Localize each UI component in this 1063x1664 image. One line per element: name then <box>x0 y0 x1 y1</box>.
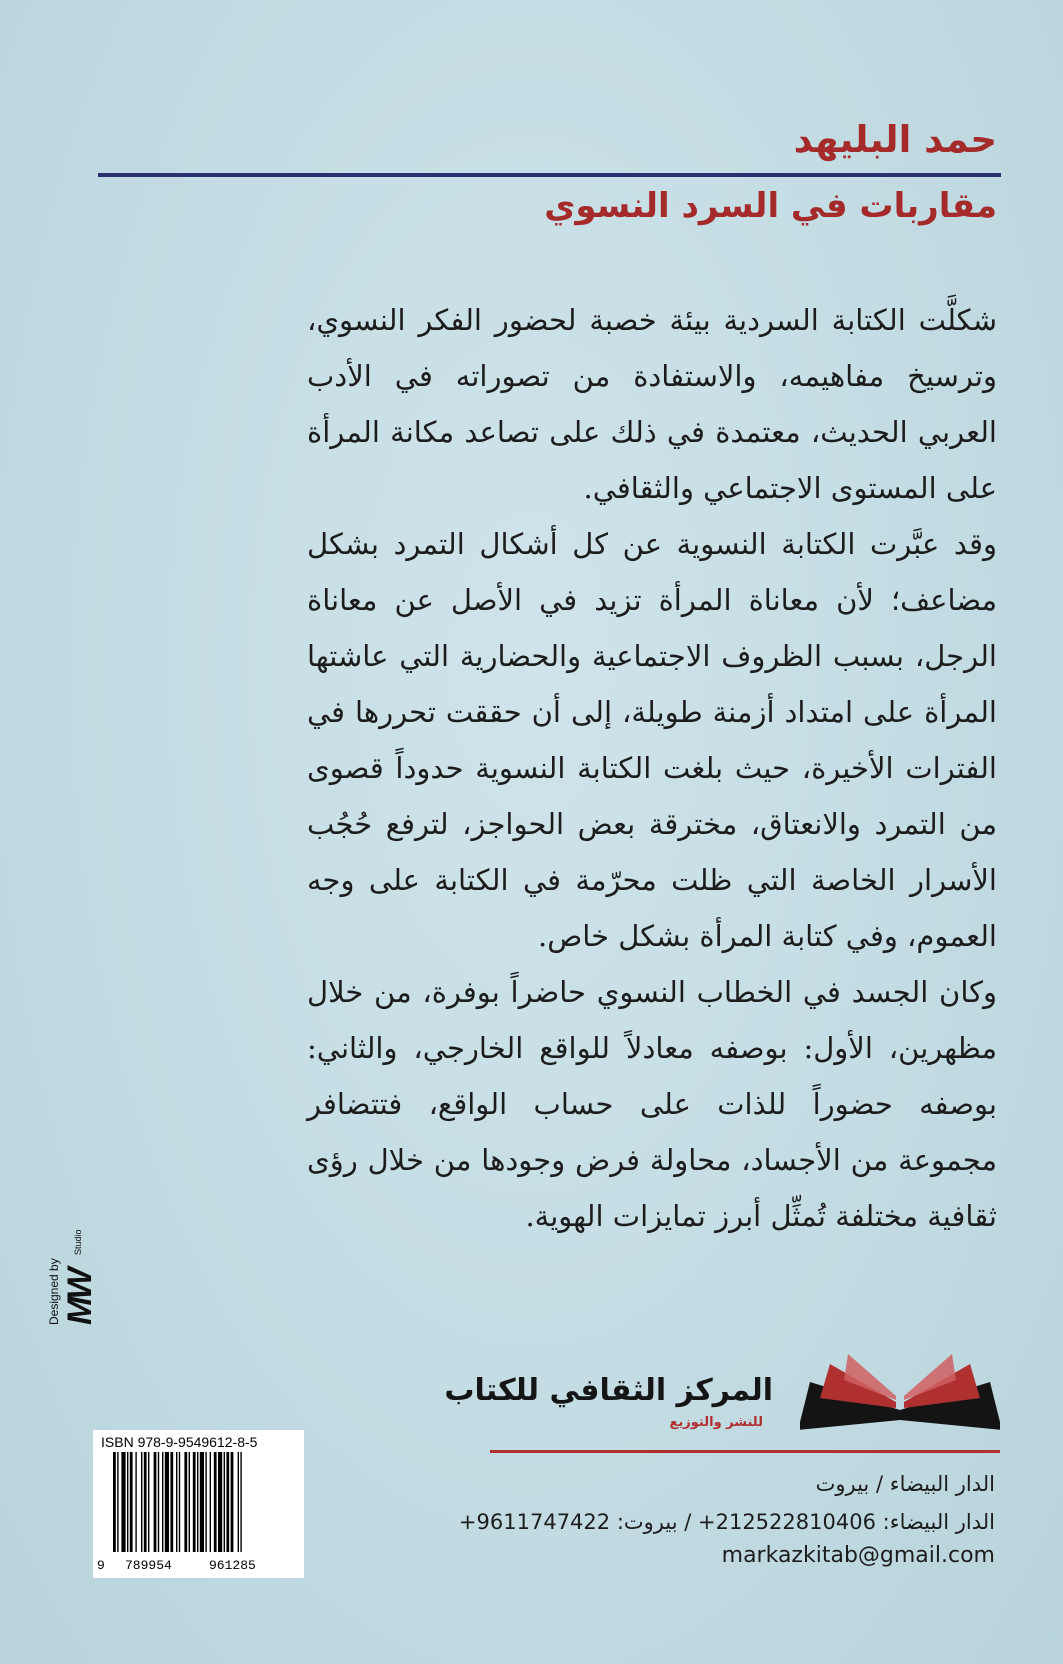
publisher-phones: الدار البيضاء: 212522810406+ / بيروت: 9611747422+ <box>458 1510 995 1534</box>
publisher-book-logo-icon <box>800 1350 1000 1435</box>
blurb-paragraph-2: وقد عبَّرت الكتابة النسوية عن كل أشكال التمرد بشكل مضاعف؛ لأن معاناة المرأة تزيد في الأصل عن معاناة الرجل، بسبب الظروف الاجتماعية والحضارية التي عاشتها المرأة على امتداد أزمنة طويلة، إلى أن حققت تحررها في الفترات الأخيرة، حيث بلغت الكتابة النسوية حدوداً قصوى من التمرد والانعتاق، مخترقة بعض الحواجز، لترفع حُجُب الأسرار الخاصة التي ظلت محرّمة في الكتابة على وجه العموم، وفي كتابة المرأة بشكل خاص. <box>307 527 997 953</box>
blurb-paragraph-1: شكلَّت الكتابة السردية بيئة خصبة لحضور الفكر النسوي، وترسيخ مفاهيمه، والاستفادة من تصوراته في الأدب العربي الحديث، معتمدة في ذلك على تصاعد مكانة المرأة على المستوى الاجتماعي والثقافي. <box>307 303 997 505</box>
publisher-cities: الدار البيضاء / بيروت <box>815 1472 995 1496</box>
publisher-subtitle: للنشر والتوزيع <box>669 1415 763 1430</box>
publisher-name: المركز الثقافي للكتاب <box>444 1373 773 1408</box>
designer-logo: MW <box>61 1270 99 1325</box>
isbn-barcode <box>93 1430 304 1578</box>
barcode-lead-digit: 9 <box>97 1558 105 1573</box>
author-name: حمد البليهد <box>793 118 997 161</box>
isbn-label: ISBN 978-9-9549612-8-5 <box>101 1434 258 1450</box>
book-title: مقاربات في السرد النسوي <box>544 186 997 226</box>
blurb-paragraph-3: وكان الجسد في الخطاب النسوي حاضراً بوفرة، من خلال مظهرين، الأول: بوصفه معادلاً للواقع الخارجي، والثاني: بوصفه حضوراً للذات على حساب الواقع، فتتضافر مجموعة من الأجساد، محاولة فرض وجودها من خلال رؤى ثقافية مختلفة تُمثِّل أبرز تمايزات الهوية. <box>307 975 997 1233</box>
barcode-group-2: 961285 <box>209 1558 256 1573</box>
barcode-group-1: 789954 <box>125 1558 172 1573</box>
designer-credit <box>47 1225 127 1325</box>
title-divider <box>98 173 1001 177</box>
publisher-email[interactable]: markazkitab@gmail.com <box>721 1543 995 1568</box>
publisher-divider <box>490 1450 1000 1453</box>
designer-studio-label: Studio <box>73 1229 83 1255</box>
designer-by-label: Designed by <box>47 1258 61 1325</box>
barcode-bars-icon <box>99 1452 298 1558</box>
blurb <box>307 292 997 1244</box>
